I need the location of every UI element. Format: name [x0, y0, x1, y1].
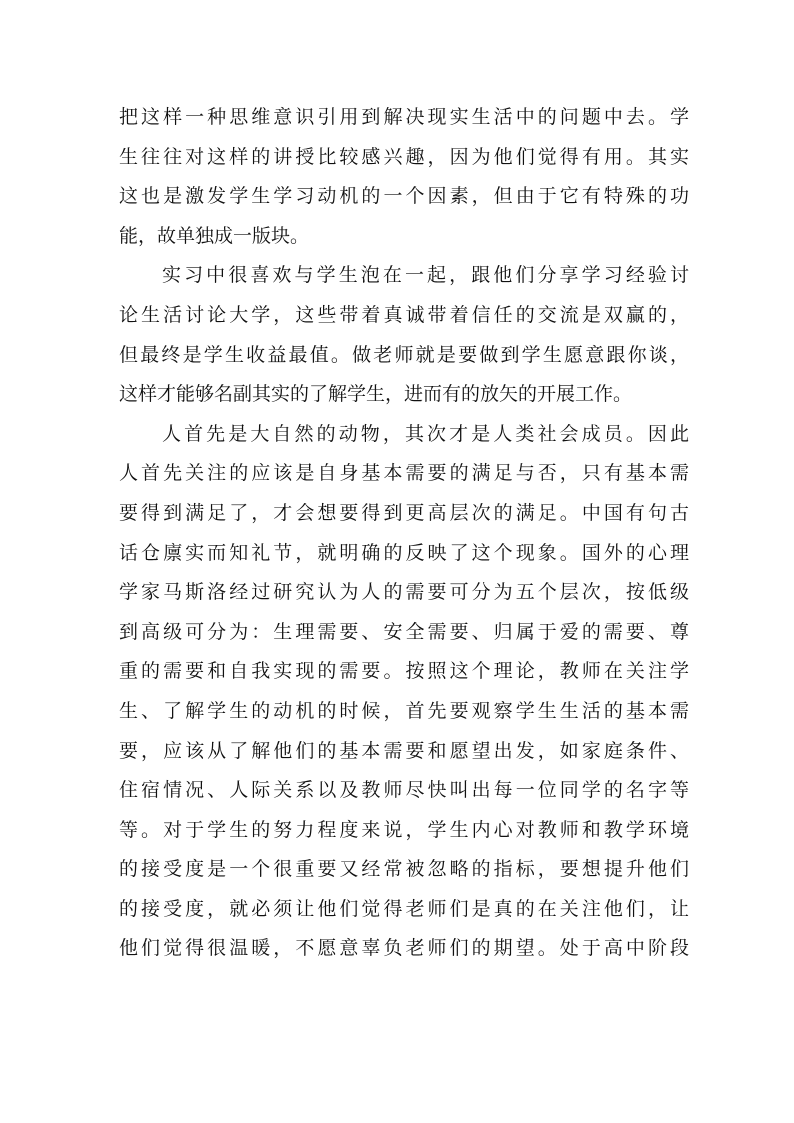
text-line: 学家马斯洛经过研究认为人的需要可分为五个层次，按低级: [119, 581, 689, 604]
text-line: 能，故单独成一版块。: [119, 224, 310, 247]
text-line: 实习中很喜欢与学生泡在一起，跟他们分享学习经验讨: [162, 264, 689, 287]
text-line: 要，应该从了解他们的基本需要和愿望出发，如家庭条件、: [119, 739, 689, 762]
text-line: 等。对于学生的努力程度来说，学生内心对教师和教学环境: [119, 818, 689, 841]
text-line: 的接受度是一个很重要又经常被忽略的指标，要想提升他们: [119, 858, 689, 881]
text-line: 要得到满足了，才会想要得到更高层次的满足。中国有句古: [119, 501, 689, 524]
text-line: 的接受度，就必须让他们觉得老师们是真的在关注他们，让: [119, 897, 689, 920]
text-line: 把这样一种思维意识引用到解决现实生活中的问题中去。学: [119, 106, 689, 128]
text-line: 他们觉得很温暖，不愿意辜负老师们的期望。处于高中阶段: [119, 937, 689, 960]
text-line: 人首先关注的应该是自身基本需要的满足与否，只有基本需: [119, 462, 689, 485]
text-line: 人首先是大自然的动物，其次才是人类社会成员。因此: [162, 422, 689, 445]
text-line: 重的需要和自我实现的需要。按照这个理论，教师在关注学: [119, 660, 689, 683]
text-line: 到高级可分为：生理需要、安全需要、归属于爱的需要、尊: [119, 620, 689, 643]
text-line: 话仓廪实而知礼节，就明确的反映了这个现象。国外的心理: [119, 541, 689, 564]
text-line: 生往往对这样的讲授比较感兴趣，因为他们觉得有用。其实: [119, 145, 689, 168]
text-line: 论生活讨论大学，这些带着真诚带着信任的交流是双赢的，: [119, 303, 689, 326]
text-line: 这样才能够名副其实的了解学生，进而有的放矢的开展工作。: [119, 383, 633, 406]
body-text: [119, 98, 689, 969]
text-line: 但最终是学生收益最值。做老师就是要做到学生愿意跟你谈，: [119, 343, 689, 366]
text-line: 这也是激发学生学习动机的一个因素，但由于它有特殊的功: [119, 185, 689, 208]
text-line: 生、了解学生的动机的时候，首先要观察学生生活的基本需: [119, 699, 689, 722]
text-line: 住宿情况、人际关系以及教师尽快叫出每一位同学的名字等: [119, 779, 689, 802]
